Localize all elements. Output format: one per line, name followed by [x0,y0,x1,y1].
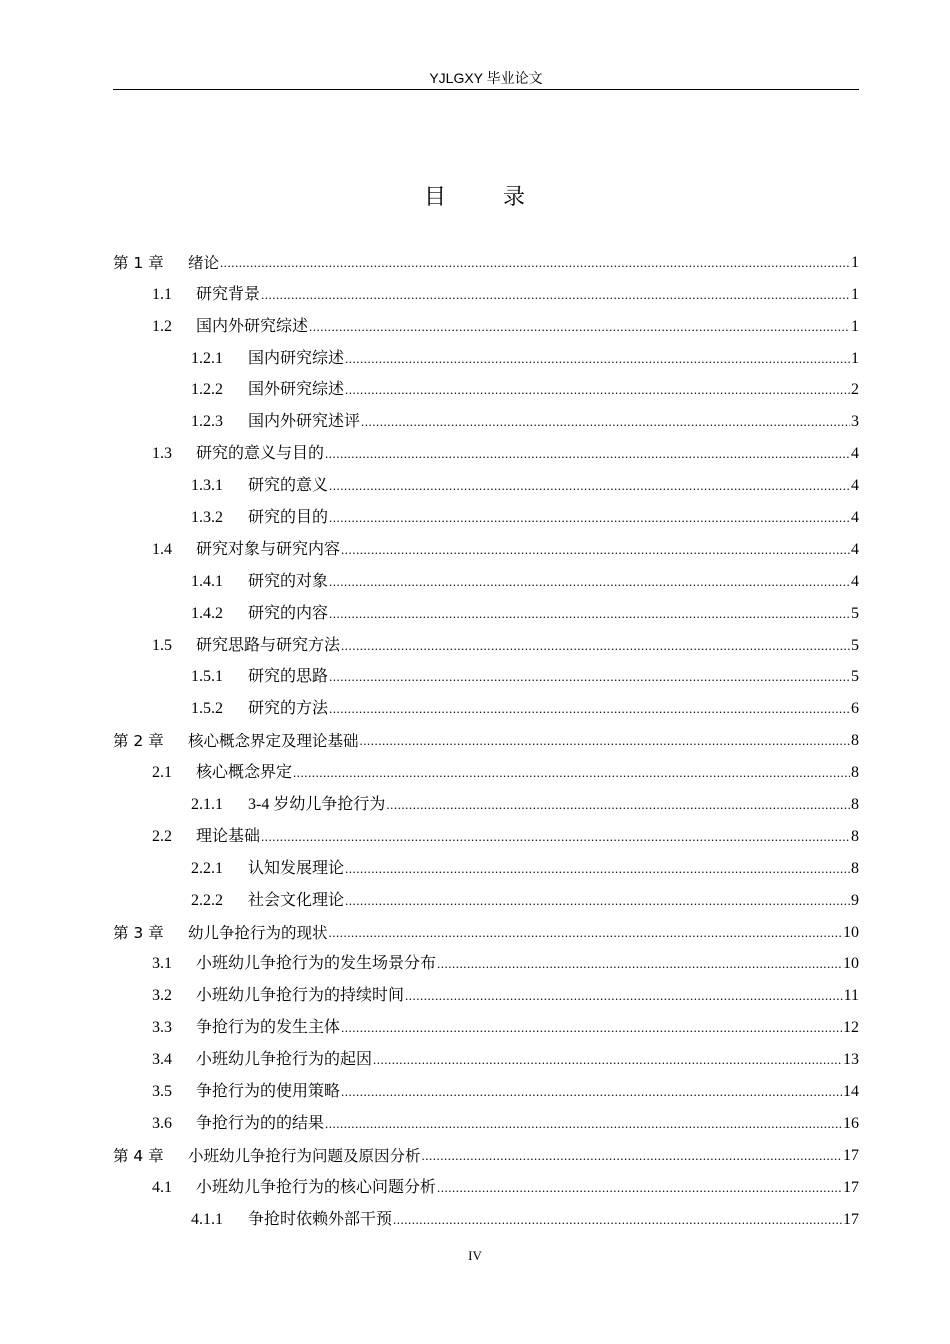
toc-entry-page: 17 [843,1178,859,1196]
toc-entry[interactable] [113,880,859,912]
toc-entry-title: 研究的对象 [248,572,329,590]
toc-entry-number: 1.5.2 [191,700,223,718]
page-number: IV [468,1248,482,1263]
toc-entry-title: 绪论 [188,253,220,272]
toc-entry-page: 2 [851,381,859,399]
toc-leader-dots [325,1113,842,1135]
toc-leader-dots [309,316,850,338]
toc-entry-page: 13 [843,1051,859,1069]
toc-leader-dots [405,985,843,1007]
toc-entry[interactable] [113,912,859,944]
toc-entry-number: 4.1 [152,1178,172,1196]
toc-entry-title: 研究思路与研究方法 [196,636,341,654]
toc-entry-page: 5 [851,604,859,622]
toc-title [0,180,950,211]
toc-leader-dots [325,443,850,465]
toc-entry-page: 1 [851,349,859,367]
toc-leader-dots [341,539,850,561]
toc-entry[interactable] [113,274,859,306]
toc-entry-number: 2.2.1 [191,859,223,877]
toc-entry-title: 小班幼儿争抢行为的核心问题分析 [196,1178,437,1196]
toc-entry-number: 1.4 [152,540,172,558]
toc-entry-number: 1.5.1 [191,668,223,686]
toc-leader-dots [329,507,850,529]
toc-entry-page: 8 [851,859,859,877]
toc-entry[interactable] [113,1199,859,1231]
toc-entry-number: 2.2 [152,827,172,845]
toc-entry-page: 4 [851,572,859,590]
toc-entry[interactable] [113,657,859,689]
toc-entry-number: 3.4 [152,1051,172,1069]
toc-leader-dots [422,1145,842,1167]
toc-entry-number: 1.4.2 [191,604,223,622]
toc-entry[interactable] [113,1103,859,1135]
toc-entry-title: 研究的意义与目的 [196,445,325,463]
toc-entry-page: 1 [851,253,859,271]
toc-entry[interactable] [113,944,859,976]
toc-entry-page: 6 [851,700,859,718]
toc-entry-number: 第 4 章 [113,1146,164,1165]
toc-entry[interactable] [113,975,859,1007]
toc-entry-number: 1.4.1 [191,572,223,590]
toc-entry[interactable] [113,1071,859,1103]
toc-leader-dots [373,1049,842,1071]
toc-entry[interactable] [113,1007,859,1039]
toc-entry-title: 核心概念界定 [196,764,293,782]
toc-entry-title: 争抢行为的使用策略 [196,1083,341,1101]
toc-entry[interactable] [113,306,859,338]
toc-entry-title: 国内外研究述评 [248,413,361,431]
toc-leader-dots [341,635,850,657]
toc-entry-number: 1.2.3 [191,413,223,431]
toc-leader-dots [341,1081,842,1103]
toc-entry-title: 争抢行为的的结果 [196,1114,325,1132]
toc-entry-page: 9 [851,891,859,909]
toc-entry[interactable] [113,561,859,593]
toc-entry-page: 4 [851,477,859,495]
toc-entry-page: 4 [851,445,859,463]
toc-entry-number: 3.5 [152,1083,172,1101]
toc-entry[interactable] [113,625,859,657]
toc-title-part2: 录 [503,185,527,210]
toc-entry-page: 3 [851,413,859,431]
toc-leader-dots [386,794,850,816]
toc-entry-page: 10 [843,923,859,941]
toc-entry-page: 8 [851,764,859,782]
toc-entry-number: 第 1 章 [113,253,164,272]
toc-entry-number: 1.5 [152,636,172,654]
toc-leader-dots [345,890,850,912]
toc-leader-dots [329,475,850,497]
toc-entry-title: 小班幼儿争抢行为的发生场景分布 [196,955,437,973]
toc-entry-number: 1.1 [152,285,172,303]
toc-leader-dots [437,1177,842,1199]
toc-entry-page: 17 [843,1146,859,1164]
toc-entry-number: 3.3 [152,1019,172,1037]
toc-entry-title: 小班幼儿争抢行为问题及原因分析 [188,1146,421,1165]
toc-entry-title: 研究的目的 [248,509,329,527]
toc-leader-dots [345,379,850,401]
toc-entry-title: 小班幼儿争抢行为的持续时间 [196,987,405,1005]
toc-entry-page: 8 [851,796,859,814]
toc-leader-dots [361,411,850,433]
toc-entry[interactable] [113,370,859,402]
toc-entry[interactable] [113,529,859,561]
toc-entry-title: 研究背景 [196,285,261,303]
toc-entry-title: 研究的思路 [248,668,329,686]
toc-entry[interactable] [113,752,859,784]
table-of-contents [113,242,859,1231]
toc-entry-page: 10 [843,955,859,973]
toc-entry[interactable] [113,401,859,433]
toc-entry-title: 研究对象与研究内容 [196,540,341,558]
toc-leader-dots [261,284,850,306]
toc-entry-number: 4.1.1 [191,1210,223,1228]
page-header: YJLGXY 毕业论文 [113,68,859,90]
toc-leader-dots [220,252,850,274]
toc-entry-title: 研究的方法 [248,700,329,718]
toc-leader-dots [345,348,850,370]
toc-entry-page: 5 [851,636,859,654]
toc-entry[interactable] [113,433,859,465]
toc-entry-title: 小班幼儿争抢行为的起因 [196,1051,373,1069]
toc-entry-page: 1 [851,285,859,303]
toc-leader-dots [360,730,850,752]
toc-entry-title: 社会文化理论 [248,891,345,909]
toc-leader-dots [329,666,850,688]
toc-entry-page: 12 [843,1019,859,1037]
toc-entry-page: 14 [843,1083,859,1101]
toc-entry[interactable] [113,1039,859,1071]
toc-entry-number: 3.1 [152,955,172,973]
toc-entry[interactable] [113,1167,859,1199]
toc-entry-title: 国内外研究综述 [196,317,309,335]
toc-entry-number: 1.3.2 [191,509,223,527]
toc-entry-title: 理论基础 [196,827,261,845]
toc-entry-title: 幼儿争抢行为的现状 [188,923,328,942]
toc-entry-page: 8 [851,827,859,845]
toc-entry-title: 国外研究综述 [248,381,345,399]
toc-entry-number: 2.1.1 [191,796,223,814]
toc-entry-page: 11 [843,987,859,1005]
toc-entry-page: 8 [851,732,859,750]
toc-entry-page: 4 [851,509,859,527]
toc-entry-number: 1.2.2 [191,381,223,399]
toc-entry-title: 3-4 岁幼儿争抢行为 [248,796,386,814]
toc-leader-dots [261,826,850,848]
toc-entry[interactable] [113,848,859,880]
toc-entry-title: 核心概念界定及理论基础 [188,732,359,751]
toc-leader-dots [393,1209,842,1231]
toc-entry-number: 第 3 章 [113,923,164,942]
toc-entry-number: 2.2.2 [191,891,223,909]
toc-entry[interactable] [113,242,859,274]
toc-leader-dots [293,762,850,784]
toc-entry-number: 第 2 章 [113,732,164,751]
toc-entry[interactable] [113,720,859,752]
toc-entry[interactable] [113,338,859,370]
toc-leader-dots [329,922,842,944]
toc-entry-title: 国内研究综述 [248,349,345,367]
toc-entry-number: 1.3 [152,445,172,463]
toc-leader-dots [329,698,850,720]
toc-entry-page: 1 [851,317,859,335]
toc-title-part1: 目 [423,185,447,210]
toc-leader-dots [437,953,842,975]
toc-entry-title: 认知发展理论 [248,859,345,877]
toc-entry[interactable] [113,784,859,816]
toc-entry[interactable] [113,816,859,848]
toc-entry-number: 1.2.1 [191,349,223,367]
toc-entry-title: 争抢时依赖外部干预 [248,1210,393,1228]
toc-entry-title: 争抢行为的发生主体 [196,1019,341,1037]
toc-entry-title: 研究的内容 [248,604,329,622]
toc-entry-number: 1.2 [152,317,172,335]
toc-entry[interactable] [113,465,859,497]
toc-entry[interactable] [113,593,859,625]
toc-entry-number: 2.1 [152,764,172,782]
toc-leader-dots [341,1017,842,1039]
toc-leader-dots [329,571,850,593]
toc-leader-dots [345,858,850,880]
toc-entry[interactable] [113,1135,859,1167]
toc-entry-page: 16 [843,1114,859,1132]
toc-entry-number: 3.6 [152,1114,172,1132]
toc-entry-page: 5 [851,668,859,686]
toc-entry-number: 3.2 [152,987,172,1005]
toc-entry-number: 1.3.1 [191,477,223,495]
toc-entry-page: 4 [851,540,859,558]
toc-entry-page: 17 [843,1210,859,1228]
toc-leader-dots [329,603,850,625]
toc-entry[interactable] [113,688,859,720]
toc-entry-title: 研究的意义 [248,477,329,495]
toc-entry[interactable] [113,497,859,529]
